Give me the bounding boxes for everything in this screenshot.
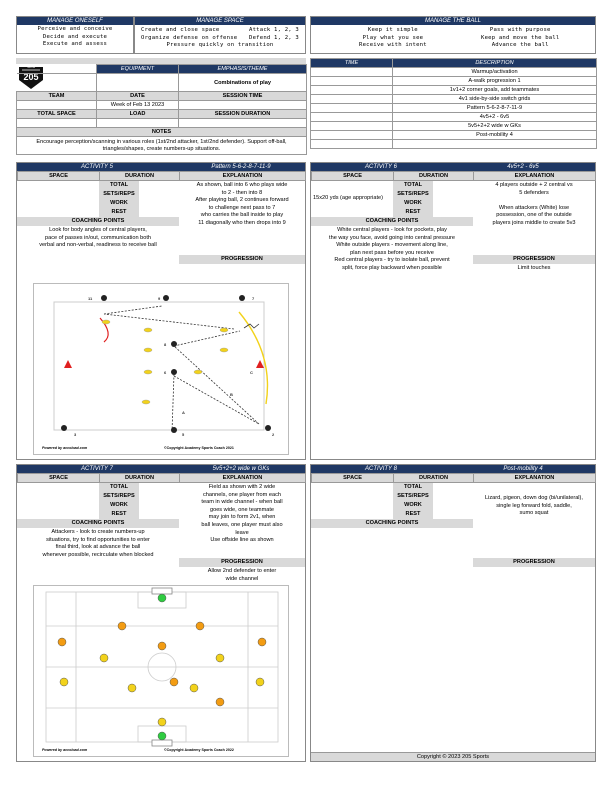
orange-player <box>58 638 66 646</box>
yellow-player <box>190 684 198 692</box>
activity-7-name: 5v5+2+2 wide w GKs <box>177 465 305 473</box>
coaching-point: pace of passes in/out, communication both <box>44 234 152 241</box>
orange-player <box>196 622 204 630</box>
logo-number: 205 <box>23 72 39 82</box>
player-label: 5 <box>182 432 185 437</box>
player-label: 3 <box>74 432 77 437</box>
explanation-line <box>473 197 595 205</box>
yellow-player <box>256 678 264 686</box>
plan-row: Warmup/activation <box>393 68 597 77</box>
cone <box>256 360 264 368</box>
player-label: 6 <box>164 370 167 375</box>
pass-arrow-c <box>174 346 259 424</box>
orange-player <box>158 642 166 650</box>
duration-label: DURATION <box>100 474 180 483</box>
yellow-player <box>60 678 68 686</box>
activity-5-diagram <box>33 283 289 455</box>
player <box>101 295 107 301</box>
explanation-line: who carries the ball inside to play <box>200 212 284 219</box>
work-label: WORK <box>99 199 139 208</box>
session-time-label: SESSION TIME <box>179 92 307 101</box>
duration-label: DURATION <box>394 172 474 181</box>
explanation-line: 4 players outside + 2 central vs <box>495 182 573 188</box>
grid-outline <box>54 302 264 430</box>
arrow-label: A <box>182 410 185 415</box>
progression-label: PROGRESSION <box>473 255 595 264</box>
explanation-line: Field as shown with 2 wide <box>208 484 276 490</box>
activity-7-table <box>17 473 306 483</box>
coaching-point: split, force play backward when possible <box>342 264 442 271</box>
player-label: 11 <box>88 296 93 301</box>
progression-value: Limit touches <box>517 265 551 271</box>
player <box>163 295 169 301</box>
manage-ball-item: Play what you see <box>362 34 424 41</box>
explanation-line: goes wide, one teammate <box>209 506 275 513</box>
arrow-label: C <box>250 370 253 375</box>
field-diagram-svg <box>34 586 289 757</box>
activity-8-name: Post-mobility 4 <box>451 465 595 473</box>
manage-ball-title: MANAGE THE BALL <box>311 17 595 25</box>
coaching-point: situations, try to find opportunities to enter <box>46 536 150 543</box>
orange-player <box>170 678 178 686</box>
pass-arrow-b <box>174 376 259 424</box>
activity-8-table <box>311 473 596 483</box>
notes-text: Encourage perception/scanning in various roles (1st/2nd attacker, 1st/2nd defender). Support off-ball, triangles/shapes, create numbers-up situations. <box>17 137 307 155</box>
manage-space-panel <box>134 16 306 54</box>
total-label: TOTAL <box>393 483 433 492</box>
total-label: TOTAL <box>393 181 433 190</box>
disc-cone <box>142 400 150 404</box>
goalkeeper <box>158 594 166 602</box>
player <box>171 369 177 375</box>
manage-space-item: Pressure quickly on transition <box>166 42 274 48</box>
coaching-label: COACHING POINTS <box>311 519 473 528</box>
manage-ball-panel <box>310 16 596 54</box>
run-arrow <box>239 312 267 404</box>
notes-label: NOTES <box>17 128 307 137</box>
coaching-point: plan next pass before you receive <box>350 249 434 256</box>
explanation-line: to 2 - then into 8 <box>221 189 263 196</box>
disc-cone <box>144 328 152 332</box>
total-label: TOTAL <box>99 181 139 190</box>
player <box>61 425 67 431</box>
coaching-point: final third, look at advance the ball <box>55 544 141 551</box>
manage-oneself-item: Decide and execute <box>42 33 108 40</box>
player <box>171 341 177 347</box>
manage-space-title: MANAGE SPACE <box>135 17 305 25</box>
disc-cone <box>220 328 228 332</box>
explanation-label: EXPLANATION <box>474 474 596 483</box>
duration-label: DURATION <box>100 172 180 181</box>
cone <box>64 360 72 368</box>
activity-6-name: 4v5+2 - 6v5 <box>451 163 595 171</box>
sets-label: SETS/REPS <box>99 190 139 199</box>
explanation-line: may join to form 2v1, when <box>208 514 276 521</box>
manage-oneself-item: Perceive and conceive <box>37 26 113 32</box>
manage-space-item: Attack 1, 2, 3 <box>249 27 299 33</box>
orange-player <box>216 698 224 706</box>
pass-arrow <box>174 331 240 346</box>
explanation-line: team in wide channel - when ball <box>201 499 283 506</box>
yellow-player <box>158 718 166 726</box>
manage-oneself-item: Execute and assess <box>42 41 108 48</box>
plan-time-label: TIME <box>311 59 393 68</box>
pass-arrow <box>104 306 162 314</box>
plan-row: 4v1 side-by-side switch grids <box>393 95 597 104</box>
player-label: 2 <box>272 432 275 437</box>
activity-5-title: ACTIVITY 5 <box>17 163 177 171</box>
player-label: 7 <box>252 296 255 301</box>
coaching-label: COACHING POINTS <box>17 519 179 528</box>
goal <box>152 740 172 746</box>
disc-cone <box>220 348 228 352</box>
player <box>171 427 177 433</box>
goalkeeper <box>158 732 166 740</box>
manage-ball-item: Pass with purpose <box>489 27 551 33</box>
disc-cone <box>144 370 152 374</box>
coaching-label: COACHING POINTS <box>17 217 179 226</box>
disc-cone <box>144 348 152 352</box>
explanation-line: 5 defenders <box>519 189 549 196</box>
equipment-label: EQUIPMENT <box>97 65 179 74</box>
credit-left: Powered by accoload.com <box>42 748 88 752</box>
yellow-player <box>100 654 108 662</box>
pass-arrow <box>104 314 234 329</box>
plan-row: Post-mobility 4 <box>393 131 597 140</box>
coaching-label: COACHING POINTS <box>311 217 473 226</box>
pass-arrow-a <box>172 374 174 432</box>
work-label: WORK <box>393 501 433 510</box>
arrow-label: B <box>230 392 233 397</box>
total-space-label: TOTAL SPACE <box>17 110 97 119</box>
load-label: LOAD <box>97 110 179 119</box>
rest-label: REST <box>99 510 139 519</box>
explanation-line: ball leaves, one player must also <box>201 521 283 528</box>
manage-ball-item: Receive with intent <box>359 42 427 49</box>
disc-cone <box>102 320 110 324</box>
coaching-point: verbal and non-verbal, readiness to receive ball <box>39 242 157 249</box>
player-label: 9 <box>158 296 161 301</box>
manage-oneself-panel <box>16 16 134 54</box>
activity-5 <box>16 162 306 460</box>
coaching-point: the way you face, avoid going into central pressure <box>329 234 455 241</box>
yellow-player <box>216 654 224 662</box>
duration-label: DURATION <box>394 474 474 483</box>
explanation-line: single leg forward fold, saddle, <box>496 502 572 509</box>
activity-8-title: ACTIVITY 8 <box>311 465 451 473</box>
manage-ball-item: Keep and move the ball <box>481 34 560 41</box>
activity-6 <box>310 162 596 460</box>
coaching-point: White outside players - movement along line, <box>336 242 448 249</box>
space-label: SPACE <box>312 474 394 483</box>
coaching-point: White central players - look for pockets, play <box>337 227 447 233</box>
date-label: DATE <box>97 92 179 101</box>
plan-table <box>310 58 597 149</box>
manage-space-item: Create and close space <box>141 27 220 33</box>
logo-top-text: NorCal <box>27 66 35 69</box>
manage-space-item: Defend 1, 2, 3 <box>249 34 299 41</box>
activity-6-title: ACTIVITY 6 <box>311 163 451 171</box>
activity-8 <box>310 464 596 762</box>
explanation-label: EXPLANATION <box>474 172 596 181</box>
coaching-point: Attackers - look to create numbers-up <box>51 529 145 535</box>
player <box>265 425 271 431</box>
explanation-line: sumo squat <box>519 510 549 517</box>
manage-space-item: Organize defense on offense <box>141 34 238 41</box>
explanation-label: EXPLANATION <box>180 474 306 483</box>
orange-player <box>118 622 126 630</box>
explanation-label: EXPLANATION <box>180 172 306 181</box>
manage-ball-item: Keep it simple <box>367 27 418 33</box>
explanation-line: 11 diagonally who then drops into 9 <box>198 219 286 226</box>
plan-row: Pattern 5-6-2-8-7-11-9 <box>393 104 597 113</box>
emphasis-value: Combinations of play <box>179 74 307 92</box>
space-label: SPACE <box>18 474 100 483</box>
session-table <box>16 64 307 155</box>
footer: Copyright © 2023 205 Sports <box>311 752 595 761</box>
goal <box>152 588 172 594</box>
credit-left: Powered by accoload.com <box>42 446 88 450</box>
team-label: TEAM <box>17 92 97 101</box>
dribble-arrow <box>244 324 259 328</box>
explanation-line: leave <box>235 529 249 536</box>
coaching-point: Red central players - try to isolate ball, prevent <box>334 257 450 264</box>
manage-ball-item: Advance the ball <box>491 42 549 49</box>
activity-7-title: ACTIVITY 7 <box>17 465 177 473</box>
credit-right: ©Copyright Academy Sports Coach 2021 <box>164 446 234 450</box>
explanation-line: players joins middle to create 5v3 <box>492 219 576 226</box>
space-label: SPACE <box>312 172 394 181</box>
explanation-line: Use offside line as shown <box>210 537 274 544</box>
coaching-point: Look for body angles of central players, <box>49 227 147 233</box>
plan-row: 4v5+2 - 6v5 <box>393 113 597 122</box>
plan-description-label: DESCRIPTION <box>393 59 597 68</box>
progression-label: PROGRESSION <box>179 255 305 264</box>
explanation-line: Lizard, pigeon, down dog (bi/unilateral), <box>485 495 583 501</box>
orange-player <box>258 638 266 646</box>
progression-line: Allow 2nd defender to enter <box>207 568 277 574</box>
date-value: Week of Feb 13 2023 <box>97 101 179 110</box>
explanation-line: possession, one of the outside <box>496 212 572 219</box>
progression-label: PROGRESSION <box>179 558 305 567</box>
activity-7-diagram <box>33 585 289 757</box>
session-duration-label: SESSION DURATION <box>179 110 307 119</box>
explanation-line: channels, one player from each <box>202 491 282 498</box>
explanation-line: After playing ball, 2 continues forward <box>195 197 289 204</box>
coaching-point: whenever possible, recirculate when blocked <box>42 551 154 558</box>
yellow-player <box>128 684 136 692</box>
rest-label: REST <box>393 510 433 519</box>
explanation-line: to challenge next pass to 7 <box>208 204 276 211</box>
explanation-line: When attackers (White) lose <box>498 204 570 211</box>
progression-label: PROGRESSION <box>473 558 595 567</box>
work-label: WORK <box>99 501 139 510</box>
activity-5-table <box>17 171 306 181</box>
manage-oneself-title: MANAGE ONESELF <box>17 17 133 25</box>
emphasis-label: EMPHASIS/THEME <box>179 65 307 74</box>
total-label: TOTAL <box>99 483 139 492</box>
plan-row: 1v1+2 corner goals, add teammates <box>393 86 597 95</box>
sets-label: SETS/REPS <box>393 492 433 501</box>
disc-cone <box>194 370 202 374</box>
activity-5-name: Pattern 5-6-2-8-7-11-9 <box>177 163 305 171</box>
player <box>239 295 245 301</box>
work-label: WORK <box>393 199 433 208</box>
space-value: 15x20 yds (age appropriate) <box>313 195 383 201</box>
credit-right: ©Copyright Academy Sports Coach 2022 <box>164 748 234 752</box>
rest-label: REST <box>393 208 433 217</box>
space-label: SPACE <box>18 172 100 181</box>
sets-label: SETS/REPS <box>393 190 433 199</box>
plan-row: A-walk progression 1 <box>393 77 597 86</box>
sets-label: SETS/REPS <box>99 492 139 501</box>
explanation-line: As shown, ball into 6 who plays wide <box>196 182 288 188</box>
rest-label: REST <box>99 208 139 217</box>
activity-7 <box>16 464 306 762</box>
player-label: 8 <box>164 342 167 347</box>
progression-line: wide channel <box>225 575 259 582</box>
activity-6-table <box>311 171 596 181</box>
plan-row: 5v5+2+2 wide w GKs <box>393 122 597 131</box>
